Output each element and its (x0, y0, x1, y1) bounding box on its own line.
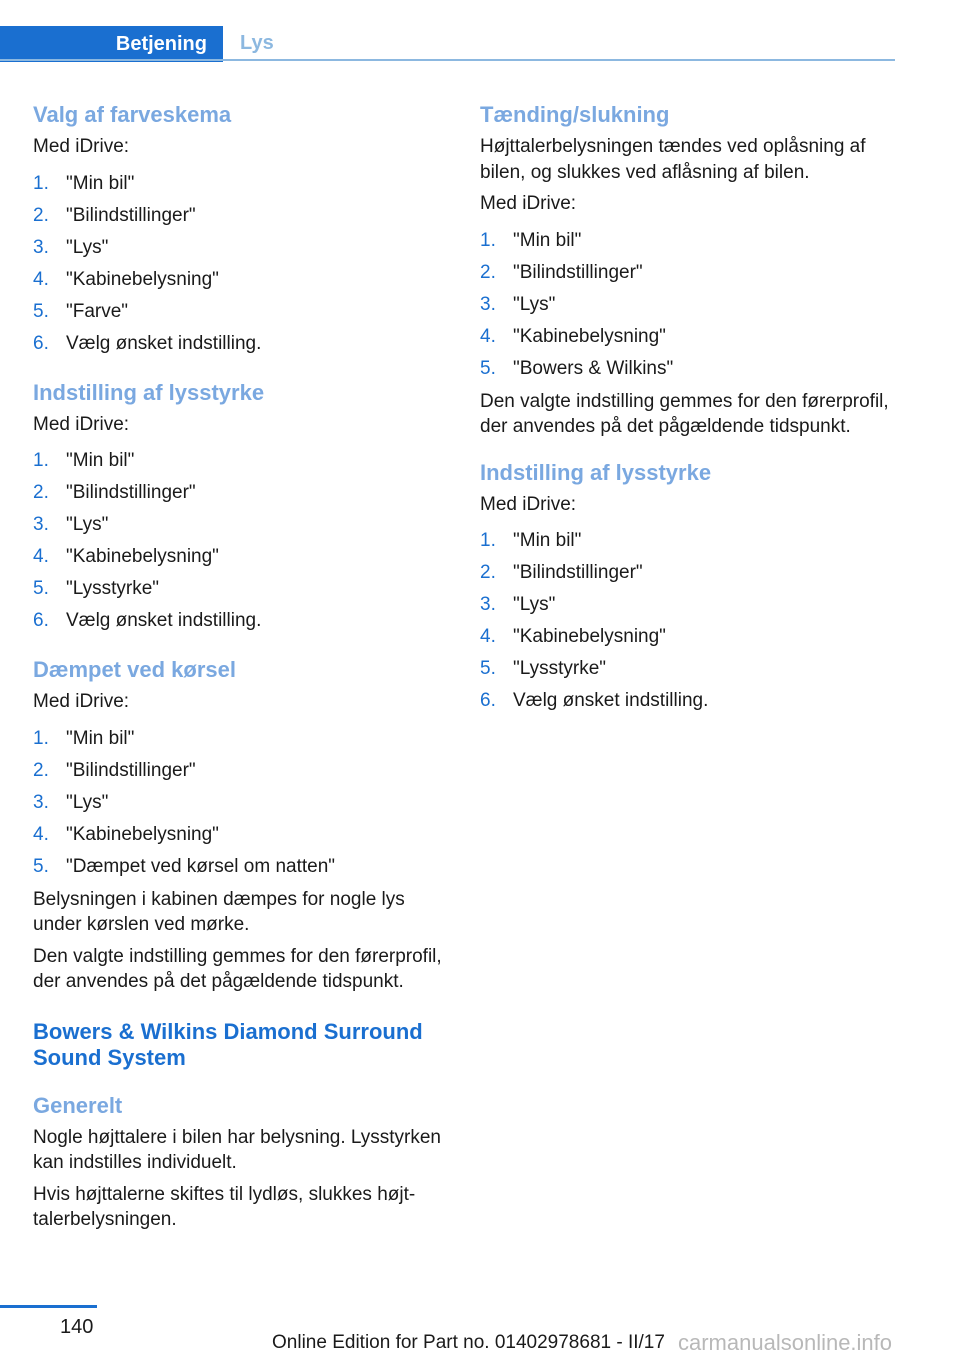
tab-betjening[interactable]: Betjening (0, 26, 223, 62)
edition-text: Online Edition for Part no. 01402978681 - II/17 (272, 1332, 665, 1353)
list-item: 3. "Lys" (480, 594, 556, 615)
intro-text: Med iDrive: (480, 193, 577, 214)
intro-text: Med iDrive: (33, 136, 130, 157)
heading-bowers-wilkins: Bowers & Wilkins Diamond Surround Sound System (33, 1018, 423, 1070)
body-paragraph: Den valgte indstilling gemmes for den førerprofil, der anvendes på det pågældende tidspunkt. (480, 390, 889, 437)
list-item: 5. "Farve" (33, 300, 129, 322)
body-paragraph: Hvis højttalerne skiftes til lydløs, slukkes højttalerbelysningen. (33, 1183, 416, 1230)
heading-indstilling-af-lysstyrke: Indstilling af lysstyrke (480, 459, 712, 485)
list-item: 5. "Bowers & Wilkins" (480, 357, 674, 379)
steps-list (33, 445, 443, 637)
header-bar (0, 26, 895, 62)
steps-list (480, 225, 890, 385)
heading-valg-af-farveskema: Valg af farveskema (33, 102, 232, 127)
heading-generelt: Generelt (33, 1092, 123, 1118)
watermark: carmanualsonline.info (678, 1330, 893, 1355)
list-item: 4. "Kabinebelysning" (480, 626, 666, 647)
body-paragraph: Højttalerbelysningen tændes ved oplåsning af bilen, og slukkes ved aflåsning af bilen. (480, 136, 866, 183)
list-item: 2. "Bilindstillinger" (33, 204, 196, 226)
list-item: 6. Vælg ønsket indstilling. (33, 610, 262, 631)
list-item: 6. Vælg ønsket indstilling. (480, 690, 709, 711)
right-column (480, 100, 890, 717)
list-item: 3. "Lys" (33, 514, 109, 535)
heading-indstilling-af-lysstyrke: Indstilling af lysstyrke (33, 379, 265, 405)
left-column (33, 100, 443, 1239)
header-rule (0, 59, 895, 61)
body-paragraph: Den valgte indstilling gemmes for den førerprofil, der anvendes på det pågældende tidspunkt. (33, 945, 442, 992)
list-item: 2. "Bilindstillinger" (480, 562, 643, 583)
list-item: 1. "Min bil" (33, 172, 135, 194)
list-item: 1. "Min bil" (480, 530, 582, 551)
list-item: 3. "Lys" (33, 236, 109, 258)
footer-rule (0, 1305, 97, 1308)
list-item: 4. "Kabinebelysning" (33, 546, 219, 567)
list-item: 5. "Lysstyrke" (480, 658, 607, 679)
list-item: 4. "Kabinebelysning" (33, 823, 219, 845)
body-paragraph: Belysningen i kabinen dæmpes for nogle lys under kørslen ved mørke. (33, 888, 405, 935)
list-item: 2. "Bilindstillinger" (33, 759, 196, 781)
list-item: 1. "Min bil" (33, 450, 135, 471)
list-item: 5. "Dæmpet ved kørsel om natten" (33, 855, 336, 877)
list-item: 2. "Bilindstillinger" (480, 261, 643, 283)
list-item: 1. "Min bil" (33, 727, 135, 749)
body-paragraph: Nogle højttalere i bilen har belysning. Lysstyrken kan indstilles individuelt. (33, 1126, 441, 1173)
steps-list (33, 723, 443, 883)
list-item: 3. "Lys" (480, 293, 556, 315)
steps-list (33, 168, 443, 360)
list-item: 2. "Bilindstillinger" (33, 482, 196, 503)
intro-text: Med iDrive: (33, 413, 130, 435)
steps-list (480, 525, 890, 717)
list-item: 5. "Lysstyrke" (33, 578, 160, 599)
heading-daempet-ved-korsel: Dæmpet ved kørsel (33, 657, 236, 682)
list-item: 4. "Kabinebelysning" (480, 325, 666, 347)
intro-text: Med iDrive: (480, 493, 577, 515)
heading-taending-slukning: Tænding/slukning (480, 102, 670, 127)
intro-text: Med iDrive: (33, 691, 130, 712)
list-item: 4. "Kabinebelysning" (33, 268, 219, 290)
list-item: 3. "Lys" (33, 791, 109, 813)
page-number: 140 (60, 1316, 94, 1338)
list-item: 6. Vælg ønsket indstilling. (33, 332, 262, 354)
tab-lys[interactable]: Lys (240, 31, 274, 54)
list-item: 1. "Min bil" (480, 229, 582, 251)
